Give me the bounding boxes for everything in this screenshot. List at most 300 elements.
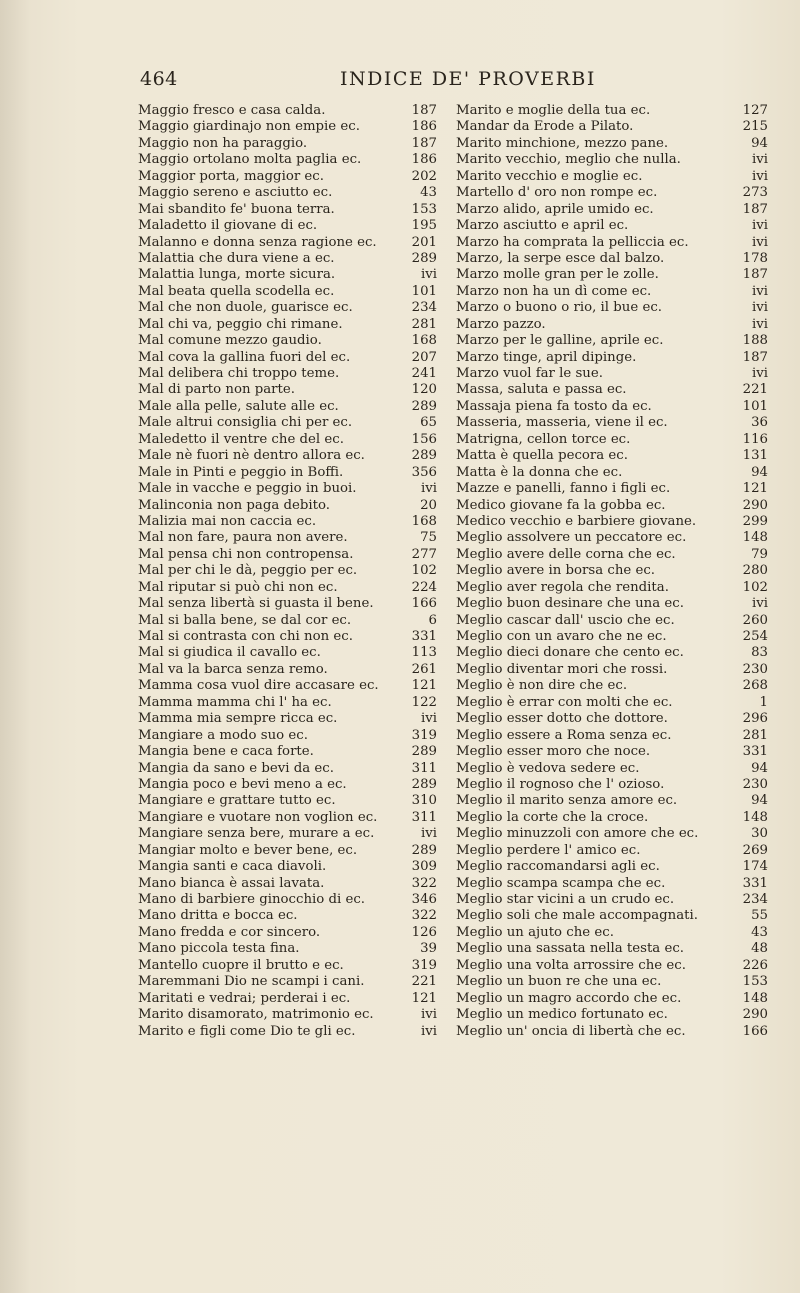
- index-entry: [138, 908, 437, 924]
- entry-page-number: 187: [411, 135, 437, 151]
- entry-proverb: Maggio giardinajo non empie ec.: [138, 119, 360, 135]
- entry-proverb: Meglio esser dotto che dottore.: [456, 711, 668, 727]
- entry-proverb: Meglio dieci donare che cento ec.: [456, 645, 684, 661]
- index-entry: [138, 218, 437, 234]
- index-entry: [138, 317, 437, 333]
- entry-page-number: 319: [411, 957, 437, 973]
- index-entry: [138, 251, 437, 267]
- entry-proverb: Mal per chi le dà, peggio per ec.: [138, 563, 358, 579]
- entry-proverb: Mal pensa chi non contropensa.: [138, 546, 354, 562]
- index-entry: [456, 235, 768, 251]
- entry-page-number: 43: [420, 185, 437, 201]
- entry-page-number: 322: [411, 875, 437, 891]
- entry-page-number: 94: [751, 464, 768, 480]
- entry-proverb: Mal si contrasta con chi non ec.: [138, 629, 353, 644]
- index-entry: [138, 103, 437, 119]
- index-entry: [456, 925, 768, 941]
- entry-page-number: 289: [411, 448, 437, 464]
- index-entry: [138, 284, 437, 300]
- entry-page-number: 331: [742, 744, 768, 760]
- entry-proverb: Meglio soli che male accompagnati.: [456, 908, 698, 924]
- entry-proverb: Male alla pelle, salute alle ec.: [138, 398, 339, 414]
- entry-page-number: 94: [751, 793, 768, 809]
- index-entry: [456, 876, 768, 892]
- entry-page-number: 310: [411, 793, 437, 809]
- entry-page-number: ivi: [420, 481, 437, 497]
- entry-proverb: Maggio fresco e casa calda.: [138, 103, 326, 118]
- entry-proverb: Mangiare senza bere, murare a ec.: [138, 826, 375, 842]
- entry-page-number: 156: [411, 431, 437, 447]
- index-entry: [456, 366, 768, 382]
- index-entry: [138, 991, 437, 1007]
- entry-page-number: ivi: [751, 234, 768, 250]
- entry-page-number: 6: [428, 612, 437, 628]
- entry-page-number: 121: [411, 678, 437, 694]
- entry-proverb: Mal chi va, peggio chi rimane.: [138, 316, 343, 332]
- entry-proverb: Malattia che dura viene a ec.: [138, 250, 335, 266]
- entry-proverb: Mano bianca è assai lavata.: [138, 875, 325, 891]
- entry-proverb: Meglio una sassata nella testa ec.: [456, 941, 685, 957]
- entry-page-number: 281: [411, 316, 437, 332]
- entry-proverb: Meglio assolvere un peccatore ec.: [456, 530, 687, 546]
- page-fold-shadow: [0, 0, 30, 1293]
- entry-page-number: 254: [742, 629, 768, 644]
- index-entry: [138, 448, 437, 464]
- entry-proverb: Matrigna, cellon torce ec.: [456, 431, 631, 447]
- entry-page-number: 260: [742, 612, 768, 628]
- index-entry: [456, 859, 768, 875]
- index-entry: [138, 185, 437, 201]
- index-entry: [138, 859, 437, 875]
- entry-proverb: Male in Pinti e peggio in Boffi.: [138, 464, 344, 480]
- entry-proverb: Mano di barbiere ginocchio di ec.: [138, 892, 366, 907]
- entry-proverb: Maremmani Dio ne scampi i cani.: [138, 974, 365, 990]
- entry-page-number: 311: [411, 809, 437, 825]
- index-entry: [138, 415, 437, 431]
- entry-page-number: 36: [751, 415, 768, 431]
- entry-proverb: Marzo per le galline, aprile ec.: [456, 333, 664, 349]
- entry-page-number: 346: [411, 892, 437, 907]
- entry-proverb: Mal riputar si può chi non ec.: [138, 579, 338, 595]
- entry-proverb: Meglio aver regola che rendita.: [456, 579, 669, 595]
- entry-proverb: Mandar da Erode a Pilato.: [456, 119, 634, 135]
- entry-proverb: Mal che non duole, guarisce ec.: [138, 300, 353, 316]
- entry-proverb: Meglio un ajuto che ec.: [456, 924, 614, 940]
- entry-proverb: Matta è la donna che ec.: [456, 464, 623, 480]
- entry-page-number: 148: [742, 530, 768, 546]
- index-entry: [138, 235, 437, 251]
- entry-page-number: 290: [742, 497, 768, 513]
- entry-proverb: Meglio un' oncia di libertà che ec.: [456, 1023, 686, 1039]
- entry-page-number: 215: [742, 119, 768, 135]
- entry-proverb: Marito minchione, mezzo pane.: [456, 135, 669, 151]
- entry-page-number: 187: [742, 349, 768, 365]
- entry-page-number: ivi: [420, 1007, 437, 1023]
- entry-proverb: Marzo tinge, april dipinge.: [456, 349, 637, 365]
- index-entry: [456, 728, 768, 744]
- index-entry: [138, 711, 437, 727]
- index-entry: [138, 958, 437, 974]
- entry-proverb: Marzo asciutto e april ec.: [456, 218, 629, 234]
- entry-page-number: 289: [411, 842, 437, 858]
- entry-page-number: 148: [742, 809, 768, 825]
- index-entry: [456, 826, 768, 842]
- index-entry: [138, 810, 437, 826]
- entry-proverb: Marzo non ha un dì come ec.: [456, 283, 652, 299]
- entry-page-number: 319: [411, 727, 437, 743]
- entry-proverb: Maggio ortolano molta paglia ec.: [138, 152, 362, 168]
- entry-proverb: Mal beata quella scodella ec.: [138, 283, 335, 299]
- index-entry: [456, 777, 768, 793]
- entry-page-number: 201: [411, 234, 437, 250]
- index-entry: [456, 1007, 768, 1023]
- entry-proverb: Maggior porta, maggior ec.: [138, 168, 324, 184]
- entry-page-number: 230: [742, 661, 768, 677]
- entry-proverb: Marito vecchio, meglio che nulla.: [456, 152, 681, 168]
- entry-proverb: Meglio raccomandarsi agli ec.: [456, 859, 660, 875]
- index-entry: [456, 317, 768, 333]
- index-entry: [456, 300, 768, 316]
- entry-proverb: Marito disamorato, matrimonio ec.: [138, 1007, 374, 1023]
- index-entry: [456, 711, 768, 727]
- entry-proverb: Medico vecchio e barbiere giovane.: [456, 513, 697, 529]
- index-entry: [456, 596, 768, 612]
- entry-proverb: Meglio buon desinare che una ec.: [456, 596, 684, 612]
- entry-page-number: 187: [742, 267, 768, 283]
- index-entry: [138, 793, 437, 809]
- entry-proverb: Meglio essere a Roma senza ec.: [456, 727, 672, 743]
- entry-page-number: 195: [411, 218, 437, 234]
- entry-proverb: Marzo alido, aprile umido ec.: [456, 201, 654, 217]
- entry-proverb: Matta è quella pecora ec.: [456, 448, 628, 464]
- index-entry: [138, 300, 437, 316]
- index-entry: [456, 399, 768, 415]
- entry-proverb: Maledetto il ventre che del ec.: [138, 431, 344, 447]
- index-entry: [138, 892, 437, 908]
- entry-page-number: ivi: [420, 1023, 437, 1039]
- index-entry: [138, 530, 437, 546]
- entry-page-number: 121: [742, 481, 768, 497]
- index-entry: [456, 432, 768, 448]
- entry-page-number: 221: [411, 974, 437, 990]
- entry-page-number: 202: [411, 168, 437, 184]
- index-entry: [456, 991, 768, 1007]
- entry-proverb: Male nè fuori nè dentro allora ec.: [138, 448, 365, 464]
- index-entry: [138, 498, 437, 514]
- entry-proverb: Meglio un medico fortunato ec.: [456, 1007, 668, 1023]
- entry-page-number: 168: [411, 513, 437, 529]
- entry-proverb: Meglio minuzzoli con amore che ec.: [456, 826, 699, 842]
- entry-page-number: 1: [759, 694, 768, 710]
- entry-proverb: Mano piccola testa fina.: [138, 941, 300, 957]
- entry-page-number: 55: [751, 908, 768, 924]
- entry-page-number: 75: [420, 530, 437, 546]
- index-entry: [456, 793, 768, 809]
- page-number: 464: [140, 68, 178, 90]
- entry-page-number: 126: [411, 924, 437, 940]
- index-entry: [138, 563, 437, 579]
- entry-page-number: 224: [411, 579, 437, 595]
- entry-proverb: Mangiare e grattare tutto ec.: [138, 793, 336, 809]
- entry-proverb: Marzo pazzo.: [456, 316, 546, 332]
- entry-proverb: Maritati e vedrai; perderai i ec.: [138, 990, 351, 1006]
- index-entry: [138, 547, 437, 563]
- index-entry: [138, 152, 437, 168]
- entry-proverb: Marito e moglie della tua ec.: [456, 103, 651, 118]
- entry-proverb: Meglio una volta arrossire che ec.: [456, 957, 686, 973]
- index-entry: [456, 448, 768, 464]
- index-entry: [456, 908, 768, 924]
- entry-page-number: 94: [751, 135, 768, 151]
- entry-page-number: 39: [420, 941, 437, 957]
- index-entry: [138, 119, 437, 135]
- entry-proverb: Maladetto il giovane di ec.: [138, 218, 318, 234]
- entry-proverb: Mal non fare, paura non avere.: [138, 530, 348, 546]
- index-entry: [456, 695, 768, 711]
- entry-page-number: 322: [411, 908, 437, 924]
- entry-page-number: 101: [411, 283, 437, 299]
- entry-proverb: Mangiare e vuotare non voglion ec.: [138, 809, 378, 825]
- entry-proverb: Meglio è errar con molti che ec.: [456, 694, 673, 710]
- index-entry: [138, 941, 437, 957]
- index-entry: [456, 662, 768, 678]
- entry-page-number: 174: [742, 859, 768, 875]
- index-column-right: [456, 103, 768, 1040]
- entry-page-number: 268: [742, 678, 768, 694]
- entry-page-number: 30: [751, 826, 768, 842]
- entry-page-number: ivi: [751, 218, 768, 234]
- entry-page-number: 261: [411, 661, 437, 677]
- entry-proverb: Mal va la barca senza remo.: [138, 661, 328, 677]
- entry-page-number: 241: [411, 366, 437, 381]
- entry-proverb: Mal si giudica il cavallo ec.: [138, 645, 321, 661]
- entry-proverb: Mal si balla bene, se dal cor ec.: [138, 612, 352, 628]
- entry-page-number: 131: [742, 448, 768, 464]
- entry-page-number: 168: [411, 333, 437, 349]
- entry-page-number: 102: [742, 579, 768, 595]
- entry-page-number: 79: [751, 546, 768, 562]
- entry-page-number: 356: [411, 464, 437, 480]
- entry-proverb: Mamma cosa vuol dire accasare ec.: [138, 678, 379, 694]
- entry-page-number: 116: [742, 431, 768, 447]
- index-entry: [456, 530, 768, 546]
- entry-page-number: 102: [411, 563, 437, 579]
- index-entry: [138, 843, 437, 859]
- entry-page-number: 311: [411, 760, 437, 776]
- entry-page-number: 269: [742, 842, 768, 858]
- entry-page-number: 187: [411, 103, 437, 118]
- entry-page-number: 48: [751, 941, 768, 957]
- index-entry: [138, 826, 437, 842]
- entry-proverb: Mamma mia sempre ricca ec.: [138, 711, 338, 727]
- entry-page-number: ivi: [751, 316, 768, 332]
- index-entry: [138, 399, 437, 415]
- entry-proverb: Marzo o buono o rio, il bue ec.: [456, 300, 662, 316]
- entry-proverb: Meglio è non dire che ec.: [456, 678, 628, 694]
- index-entry: [138, 629, 437, 645]
- index-entry: [456, 498, 768, 514]
- index-entry: [138, 728, 437, 744]
- entry-page-number: 331: [411, 629, 437, 644]
- entry-proverb: Mano fredda e cor sincero.: [138, 924, 321, 940]
- index-entry: [456, 119, 768, 135]
- index-entry: [456, 185, 768, 201]
- index-entry: [456, 678, 768, 694]
- entry-page-number: 299: [742, 513, 768, 529]
- entry-page-number: 166: [742, 1023, 768, 1039]
- entry-page-number: 234: [411, 300, 437, 316]
- index-entry: [456, 514, 768, 530]
- entry-page-number: 186: [411, 119, 437, 135]
- entry-proverb: Meglio star vicini a un crudo ec.: [456, 892, 675, 907]
- entry-proverb: Mantello cuopre il brutto e ec.: [138, 957, 344, 973]
- entry-proverb: Mal comune mezzo gaudio.: [138, 333, 322, 349]
- index-entry: [456, 152, 768, 168]
- index-entry: [456, 629, 768, 645]
- entry-proverb: Medico giovane fa la gobba ec.: [456, 497, 666, 513]
- entry-proverb: Masseria, masseria, viene il ec.: [456, 415, 668, 431]
- index-entry: [138, 465, 437, 481]
- index-entry: [138, 169, 437, 185]
- index-entry: [456, 218, 768, 234]
- entry-proverb: Meglio è vedova sedere ec.: [456, 760, 640, 776]
- entry-page-number: 187: [742, 201, 768, 217]
- entry-page-number: 289: [411, 250, 437, 266]
- entry-page-number: 20: [420, 497, 437, 513]
- index-entry: [456, 958, 768, 974]
- index-entry: [456, 169, 768, 185]
- entry-proverb: Massa, saluta e passa ec.: [456, 382, 627, 398]
- index-entry: [456, 761, 768, 777]
- entry-page-number: 277: [411, 546, 437, 562]
- entry-proverb: Meglio la corte che la croce.: [456, 809, 649, 825]
- index-entry: [456, 465, 768, 481]
- entry-page-number: 65: [420, 415, 437, 431]
- index-column-left: [138, 103, 437, 1040]
- entry-page-number: 166: [411, 596, 437, 612]
- entry-proverb: Mangia bene e caca forte.: [138, 744, 314, 760]
- entry-proverb: Meglio scampa scampa che ec.: [456, 875, 666, 891]
- index-entry: [138, 1024, 437, 1040]
- index-entry: [456, 136, 768, 152]
- entry-proverb: Mal senza libertà si guasta il bene.: [138, 596, 374, 612]
- entry-page-number: 230: [742, 776, 768, 792]
- index-entry: [456, 267, 768, 283]
- index-entry: [456, 547, 768, 563]
- entry-page-number: 290: [742, 1007, 768, 1023]
- entry-page-number: 289: [411, 776, 437, 792]
- index-entry: [138, 761, 437, 777]
- entry-page-number: 281: [742, 727, 768, 743]
- entry-page-number: ivi: [751, 366, 768, 381]
- entry-page-number: 331: [742, 875, 768, 891]
- entry-page-number: ivi: [751, 596, 768, 612]
- entry-page-number: 94: [751, 760, 768, 776]
- index-entry: [456, 580, 768, 596]
- entry-page-number: 309: [411, 859, 437, 875]
- running-title: INDICE DE' PROVERBI: [340, 68, 596, 90]
- page-header: [140, 60, 760, 94]
- index-entry: [138, 662, 437, 678]
- index-entry: [138, 925, 437, 941]
- index-entry: [138, 580, 437, 596]
- index-entry: [456, 284, 768, 300]
- entry-proverb: Mai sbandito fe' buona terra.: [138, 201, 335, 217]
- index-entry: [138, 645, 437, 661]
- entry-proverb: Mal delibera chi troppo teme.: [138, 366, 340, 381]
- entry-page-number: 153: [742, 974, 768, 990]
- entry-proverb: Mamma mamma chi l' ha ec.: [138, 694, 332, 710]
- entry-page-number: 296: [742, 711, 768, 727]
- index-entry: [138, 382, 437, 398]
- entry-proverb: Malattia lunga, morte sicura.: [138, 267, 336, 283]
- entry-page-number: 280: [742, 563, 768, 579]
- entry-page-number: 101: [742, 398, 768, 414]
- index-entry: [138, 366, 437, 382]
- index-entry: [138, 744, 437, 760]
- entry-page-number: 273: [742, 185, 768, 201]
- index-entry: [138, 136, 437, 152]
- entry-proverb: Mangia poco e bevi meno a ec.: [138, 776, 347, 792]
- index-entry: [456, 810, 768, 826]
- entry-proverb: Meglio diventar mori che rossi.: [456, 661, 668, 677]
- entry-proverb: Meglio il rognoso che l' ozioso.: [456, 776, 665, 792]
- entry-page-number: 113: [411, 645, 437, 661]
- entry-proverb: Massaja piena fa tosto da ec.: [456, 398, 652, 414]
- index-entry: [138, 333, 437, 349]
- entry-proverb: Mazze e panelli, fanno i figli ec.: [456, 481, 671, 497]
- entry-page-number: 121: [411, 990, 437, 1006]
- entry-page-number: ivi: [751, 300, 768, 316]
- index-entry: [138, 350, 437, 366]
- index-entry: [138, 695, 437, 711]
- entry-proverb: Mangia santi e caca diavoli.: [138, 859, 327, 875]
- index-entry: [138, 876, 437, 892]
- index-entry: [138, 777, 437, 793]
- entry-page-number: ivi: [420, 267, 437, 283]
- index-entry: [456, 892, 768, 908]
- entry-proverb: Mangiare a modo suo ec.: [138, 727, 308, 743]
- entry-page-number: ivi: [420, 826, 437, 842]
- entry-page-number: 226: [742, 957, 768, 973]
- entry-proverb: Mal cova la gallina fuori del ec.: [138, 349, 351, 365]
- entry-page-number: 120: [411, 382, 437, 398]
- index-entry: [456, 1024, 768, 1040]
- index-entry: [456, 563, 768, 579]
- entry-proverb: Martello d' oro non rompe ec.: [456, 185, 658, 201]
- entry-proverb: Meglio un magro accordo che ec.: [456, 990, 682, 1006]
- entry-proverb: Meglio avere delle corna che ec.: [456, 546, 676, 562]
- entry-proverb: Marito vecchio e moglie ec.: [456, 168, 643, 184]
- index-entry: [138, 974, 437, 990]
- entry-proverb: Marito e figli come Dio te gli ec.: [138, 1023, 356, 1039]
- entry-page-number: ivi: [751, 283, 768, 299]
- entry-proverb: Meglio avere in borsa che ec.: [456, 563, 656, 579]
- entry-proverb: Maggio sereno e asciutto ec.: [138, 185, 333, 201]
- entry-proverb: Mal di parto non parte.: [138, 382, 295, 398]
- index-entry: [456, 613, 768, 629]
- entry-proverb: Marzo vuol far le sue.: [456, 366, 603, 381]
- index-entry: [138, 596, 437, 612]
- entry-page-number: 127: [742, 103, 768, 118]
- entry-proverb: Maggio non ha paraggio.: [138, 135, 308, 151]
- index-entry: [456, 481, 768, 497]
- entry-page-number: 221: [742, 382, 768, 398]
- index-entry: [456, 941, 768, 957]
- entry-page-number: 153: [411, 201, 437, 217]
- index-entry: [456, 202, 768, 218]
- index-entry: [456, 350, 768, 366]
